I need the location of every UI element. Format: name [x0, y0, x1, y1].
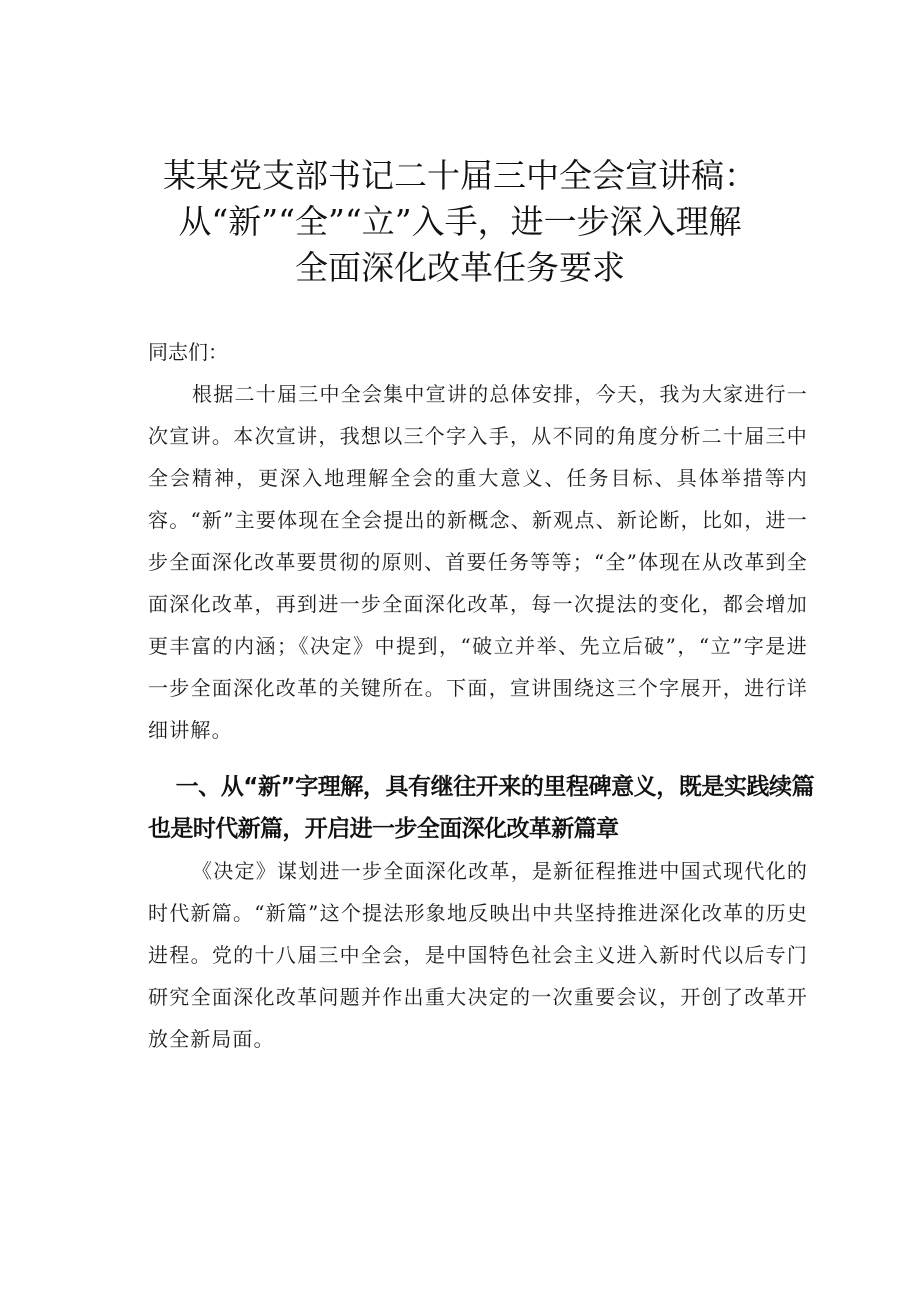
document-title: [100, 153, 820, 291]
section-heading-1: 一、从“新”字理解，具有继往开来的里程碑意义，既是实践续篇也是时代新篇，开启进一步全面深化改革新篇章: [148, 774, 814, 842]
title-line-1: 某某党支部书记二十届三中全会宣讲稿：: [163, 156, 757, 195]
paragraph-intro: 根据二十届三中全会集中宣讲的总体安排，今天，我为大家进行一次宣讲。本次宣讲，我想以三个字入手，从不同的角度分析二十届三中全会精神，更深入地理解全会的重大意义、任务目标、具体举措等内容。“新”主要体现在全会提出的新概念、新观点、新论断，比如，进一步全面深化改革要贯彻的原则、首要任务等等；“全”体现在从改革到全面深化改革，再到进一步全面深化改革，每一次提法的变化，都会增加更丰富的内涵；《决定》中提到，“破立并举、先立后破”，“立”字是进一步全面深化改革的关键所在。下面，宣讲围绕这三个字展开，进行详细讲解。: [148, 382, 808, 742]
paragraph-section-1: 《决定》谋划进一步全面深化改革，是新征程推进中国式现代化的时代新篇。“新篇”这个提法形象地反映出中共坚持推进深化改革的历史进程。党的十八届三中全会，是中国特色社会主义进入新时代以后专门研究全面深化改革问题并作出重大决定的一次重要会议，开创了改革开放全新局面。: [148, 859, 808, 1051]
title-line-3: 全面深化改革任务要求: [295, 248, 625, 287]
salutation: 同志们：: [148, 340, 228, 364]
title-line-2: 从“新”“全”“立”入手，进一步深入理解: [178, 202, 742, 241]
